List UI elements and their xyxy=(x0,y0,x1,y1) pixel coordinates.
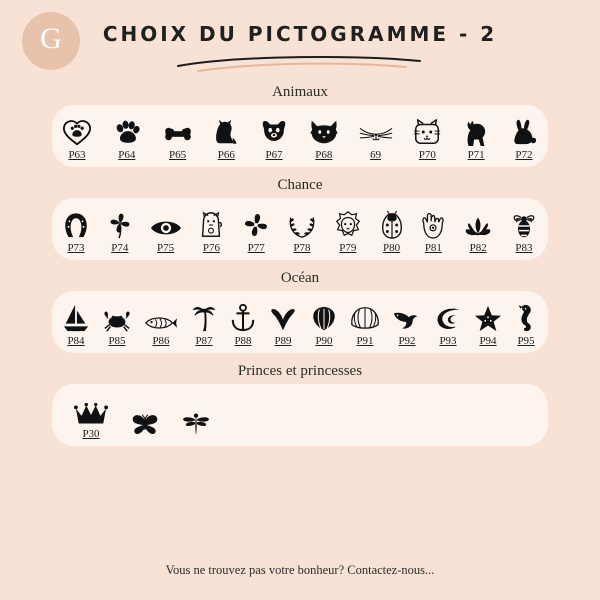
fish-icon[interactable] xyxy=(144,301,178,333)
pictogram-code[interactable]: P93 xyxy=(439,335,457,347)
pictogram-item[interactable] xyxy=(333,208,363,254)
pictogram-item[interactable] xyxy=(462,208,494,254)
pictogram-item[interactable] xyxy=(474,301,502,347)
pictogram-code[interactable]: P82 xyxy=(469,242,487,254)
pictogram-code[interactable]: P73 xyxy=(67,242,85,254)
pictogram-code[interactable]: 69 xyxy=(370,149,382,161)
pictogram-item[interactable] xyxy=(287,208,317,254)
section-title: Océan xyxy=(280,270,320,286)
pictogram-item[interactable] xyxy=(150,208,182,254)
pictogram-item[interactable] xyxy=(62,115,92,161)
pictogram-item[interactable] xyxy=(379,208,405,254)
section-title: Chance xyxy=(277,177,323,193)
pictogram-item[interactable] xyxy=(462,115,490,161)
section-chance xyxy=(0,177,600,260)
pictogram-code[interactable]: P80 xyxy=(383,242,401,254)
anchor-icon[interactable] xyxy=(230,301,256,333)
pictogram-code[interactable]: P76 xyxy=(202,242,220,254)
pictogram-code[interactable]: P78 xyxy=(293,242,311,254)
pictogram-code[interactable]: P92 xyxy=(398,335,416,347)
pictogram-item[interactable] xyxy=(420,208,446,254)
scallop-shell-icon[interactable] xyxy=(350,301,380,333)
pictogram-item[interactable] xyxy=(310,301,338,347)
pictogram-item[interactable] xyxy=(162,115,194,161)
section-princes-princesses xyxy=(0,363,600,446)
paw-print-icon[interactable] xyxy=(112,115,142,147)
pictogram-code[interactable]: P94 xyxy=(479,335,497,347)
pictogram-code[interactable]: P87 xyxy=(195,335,213,347)
whiskers-icon[interactable] xyxy=(359,115,393,147)
sailboat-icon[interactable] xyxy=(62,301,90,333)
logo-letter: G xyxy=(40,22,62,55)
lion-head-icon[interactable] xyxy=(333,208,363,240)
pictogram-item[interactable] xyxy=(434,301,462,347)
pictogram-item[interactable] xyxy=(62,208,90,254)
pictogram-code[interactable]: P72 xyxy=(515,149,533,161)
pictogram-code[interactable]: P71 xyxy=(467,149,485,161)
lotus-flower-icon[interactable] xyxy=(462,208,494,240)
pictogram-code[interactable]: P77 xyxy=(247,242,265,254)
pictogram-code[interactable]: P70 xyxy=(418,149,436,161)
pictogram-code[interactable]: P79 xyxy=(339,242,357,254)
pictogram-row xyxy=(52,384,548,446)
pictogram-item[interactable] xyxy=(182,406,210,440)
section-title: Princes et princesses xyxy=(237,363,363,379)
pictogram-code[interactable]: P84 xyxy=(67,335,85,347)
pictogram-code[interactable]: P75 xyxy=(157,242,175,254)
pictogram-item[interactable] xyxy=(130,406,160,440)
pictogram-item[interactable] xyxy=(213,115,239,161)
hamsa-hand-icon[interactable] xyxy=(420,208,446,240)
starfish-icon[interactable] xyxy=(474,301,502,333)
page-title: CHOIX DU PICTOGRAMME - 2 xyxy=(102,22,498,46)
ladybug-icon[interactable] xyxy=(379,208,405,240)
pictogram-item[interactable] xyxy=(112,115,142,161)
dragonfly-icon[interactable] xyxy=(182,406,210,438)
pictogram-item[interactable] xyxy=(412,115,442,161)
section-title: Animaux xyxy=(272,84,328,100)
maneki-neko-icon[interactable] xyxy=(197,208,225,240)
pictogram-item[interactable] xyxy=(230,301,256,347)
pictogram-row xyxy=(52,291,548,353)
eye-icon[interactable] xyxy=(150,208,182,240)
pictogram-item[interactable] xyxy=(350,301,380,347)
pictogram-code[interactable]: P89 xyxy=(274,335,292,347)
pictogram-code[interactable]: P64 xyxy=(118,149,136,161)
dolphin-icon[interactable] xyxy=(392,301,422,333)
pictogram-item[interactable] xyxy=(197,208,225,254)
pictogram-item[interactable] xyxy=(309,115,339,161)
brand-logo xyxy=(22,12,80,70)
pictogram-item[interactable] xyxy=(268,301,298,347)
pictogram-item[interactable] xyxy=(241,208,271,254)
pictogram-code[interactable]: P86 xyxy=(152,335,170,347)
pictogram-item[interactable] xyxy=(106,208,134,254)
pictogram-item[interactable] xyxy=(74,394,108,440)
dog-bone-icon[interactable] xyxy=(162,115,194,147)
wave-icon[interactable] xyxy=(434,301,462,333)
butterfly-icon[interactable] xyxy=(130,406,160,438)
bee-icon[interactable] xyxy=(510,208,538,240)
pictogram-item[interactable] xyxy=(259,115,289,161)
horseshoe-icon[interactable] xyxy=(62,208,90,240)
clover-outline-icon[interactable] xyxy=(241,208,271,240)
pictogram-code[interactable]: P83 xyxy=(515,242,533,254)
heart-paw-icon[interactable] xyxy=(62,115,92,147)
pug-face-icon[interactable] xyxy=(259,115,289,147)
section-ocean xyxy=(0,270,600,353)
sitting-cat-icon[interactable] xyxy=(213,115,239,147)
cat-outline-icon[interactable] xyxy=(412,115,442,147)
pictogram-item[interactable] xyxy=(514,301,538,347)
pictogram-code[interactable]: P90 xyxy=(315,335,333,347)
pictogram-item[interactable] xyxy=(392,301,422,347)
pictogram-code[interactable]: P81 xyxy=(424,242,442,254)
pictogram-row xyxy=(52,198,548,260)
pictogram-code[interactable]: P85 xyxy=(108,335,126,347)
pictogram-code[interactable]: P63 xyxy=(68,149,86,161)
pictogram-item[interactable] xyxy=(144,301,178,347)
pictogram-code[interactable]: P30 xyxy=(82,428,100,440)
seashell-icon[interactable] xyxy=(310,301,338,333)
pictogram-item[interactable] xyxy=(190,301,218,347)
pictogram-code[interactable]: P65 xyxy=(168,149,187,161)
pictogram-code[interactable]: P95 xyxy=(517,335,535,347)
pictogram-code[interactable]: P88 xyxy=(234,335,252,347)
four-leaf-clover-icon[interactable] xyxy=(106,208,134,240)
pictogram-code[interactable]: P67 xyxy=(265,149,283,161)
horse-icon[interactable] xyxy=(462,115,490,147)
swash-divider xyxy=(170,52,430,74)
pictogram-row xyxy=(52,105,548,167)
palm-tree-icon[interactable] xyxy=(190,301,218,333)
section-animaux xyxy=(0,84,600,167)
whale-tail-icon[interactable] xyxy=(268,301,298,333)
pictogram-item[interactable] xyxy=(102,301,132,347)
laurel-wreath-icon[interactable] xyxy=(287,208,317,240)
cat-face-icon[interactable] xyxy=(309,115,339,147)
pictogram-code[interactable]: P68 xyxy=(315,149,333,161)
pictogram-item[interactable] xyxy=(62,301,90,347)
pictogram-code[interactable]: P66 xyxy=(217,149,235,161)
crab-icon[interactable] xyxy=(102,301,132,333)
pictogram-item[interactable] xyxy=(359,115,393,161)
footer-note: Vous ne trouvez pas votre bonheur? Contactez-nous... xyxy=(165,563,435,577)
pictogram-code[interactable]: P91 xyxy=(356,335,374,347)
pictogram-item[interactable] xyxy=(510,115,538,161)
rabbit-icon[interactable] xyxy=(510,115,538,147)
pictogram-code[interactable]: P74 xyxy=(111,242,129,254)
pictogram-item[interactable] xyxy=(510,208,538,254)
crown-icon[interactable] xyxy=(74,394,108,426)
page-header xyxy=(0,0,600,74)
seahorse-icon[interactable] xyxy=(514,301,538,333)
